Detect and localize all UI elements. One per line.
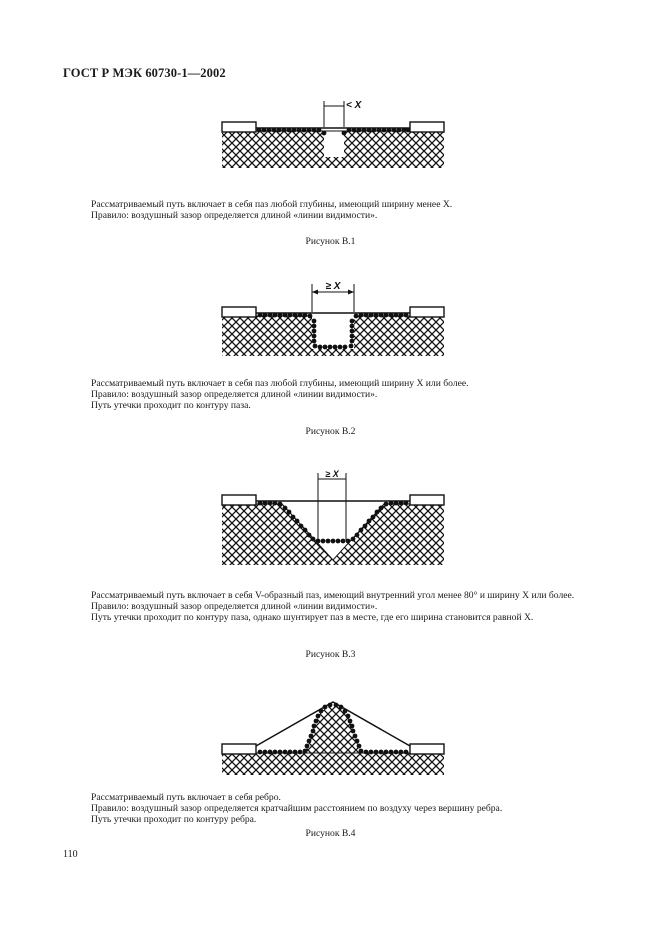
paragraph-line: Рассматриваемый путь включает в себя паз любой глубины, имеющий ширину X или более.: [91, 378, 469, 389]
hatched-substrate: [222, 316, 444, 356]
dimension-label: ≥ X: [325, 281, 341, 292]
paragraph-line: Путь утечки проходит по контуру паза, однако шунтирует паз в месте, где его ширина становится равной X.: [91, 612, 534, 624]
dimension-marker: [324, 101, 344, 127]
paragraph-line: Правило: воздушный зазор определяется длиной «линии видимости».: [91, 210, 378, 222]
left-conductor: [222, 744, 256, 754]
hatched-substrate: [222, 753, 444, 775]
right-conductor: [410, 122, 444, 132]
right-conductor: [410, 495, 444, 505]
figure-b2-svg: [0, 278, 661, 358]
hatched-substrate: [222, 504, 444, 565]
figure-b4-drawing: [0, 690, 661, 780]
figure-b3-text: [63, 590, 603, 624]
figure-b4-caption: Рисунок В.4: [305, 828, 356, 839]
figure-b1-svg: [0, 95, 661, 170]
paragraph-line: Правило: воздушный зазор определяется длиной «линии видимости».: [91, 389, 378, 401]
left-conductor: [222, 122, 256, 132]
paragraph-line: Правило: воздушный зазор определяется кратчайшим расстоянием по воздуху через вершину ребра.: [91, 803, 503, 815]
paragraph-line: Рассматриваемый путь включает в себя V-образный паз, имеющий внутренний угол менее 80° и ширину X или более.: [91, 590, 575, 601]
dimension-marker: [318, 473, 346, 540]
paragraph-line: Правило: воздушный зазор определяется длиной «линии видимости».: [91, 601, 378, 613]
figure-b1-caption: Рисунок В.1: [305, 236, 356, 247]
paragraph-line: Путь утечки проходит по контуру паза.: [91, 400, 251, 412]
figure-b1-text: [63, 199, 603, 221]
dimension-label: ≥ X: [325, 469, 339, 479]
figure-b2-caption: Рисунок В.2: [305, 426, 356, 437]
figure-b3-svg: [0, 467, 661, 567]
page-number: 110: [63, 849, 78, 860]
figure-b1-drawing: [0, 95, 661, 170]
paragraph-line: Рассматриваемый путь включает в себя паз любой глубины, имеющий ширину менее X.: [91, 199, 453, 210]
left-conductor: [222, 307, 256, 317]
right-conductor: [410, 744, 444, 754]
figure-b3-drawing: [0, 467, 661, 567]
figure-b4-text: [63, 792, 603, 826]
figure-b2-drawing: [0, 278, 661, 358]
figure-b4-svg: [0, 690, 661, 780]
figure-b2-text: [63, 378, 603, 412]
document-header: ГОСТ Р МЭК 60730-1—2002: [63, 66, 226, 80]
hatched-substrate: [222, 131, 444, 168]
dimension-label: < X: [346, 100, 362, 111]
right-conductor: [410, 307, 444, 317]
paragraph-line: Рассматриваемый путь включает в себя ребро.: [91, 792, 281, 803]
paragraph-line: Путь утечки проходит по контуру ребра.: [91, 814, 257, 826]
left-conductor: [222, 495, 256, 505]
figure-b3-caption: Рисунок В.3: [305, 649, 356, 660]
